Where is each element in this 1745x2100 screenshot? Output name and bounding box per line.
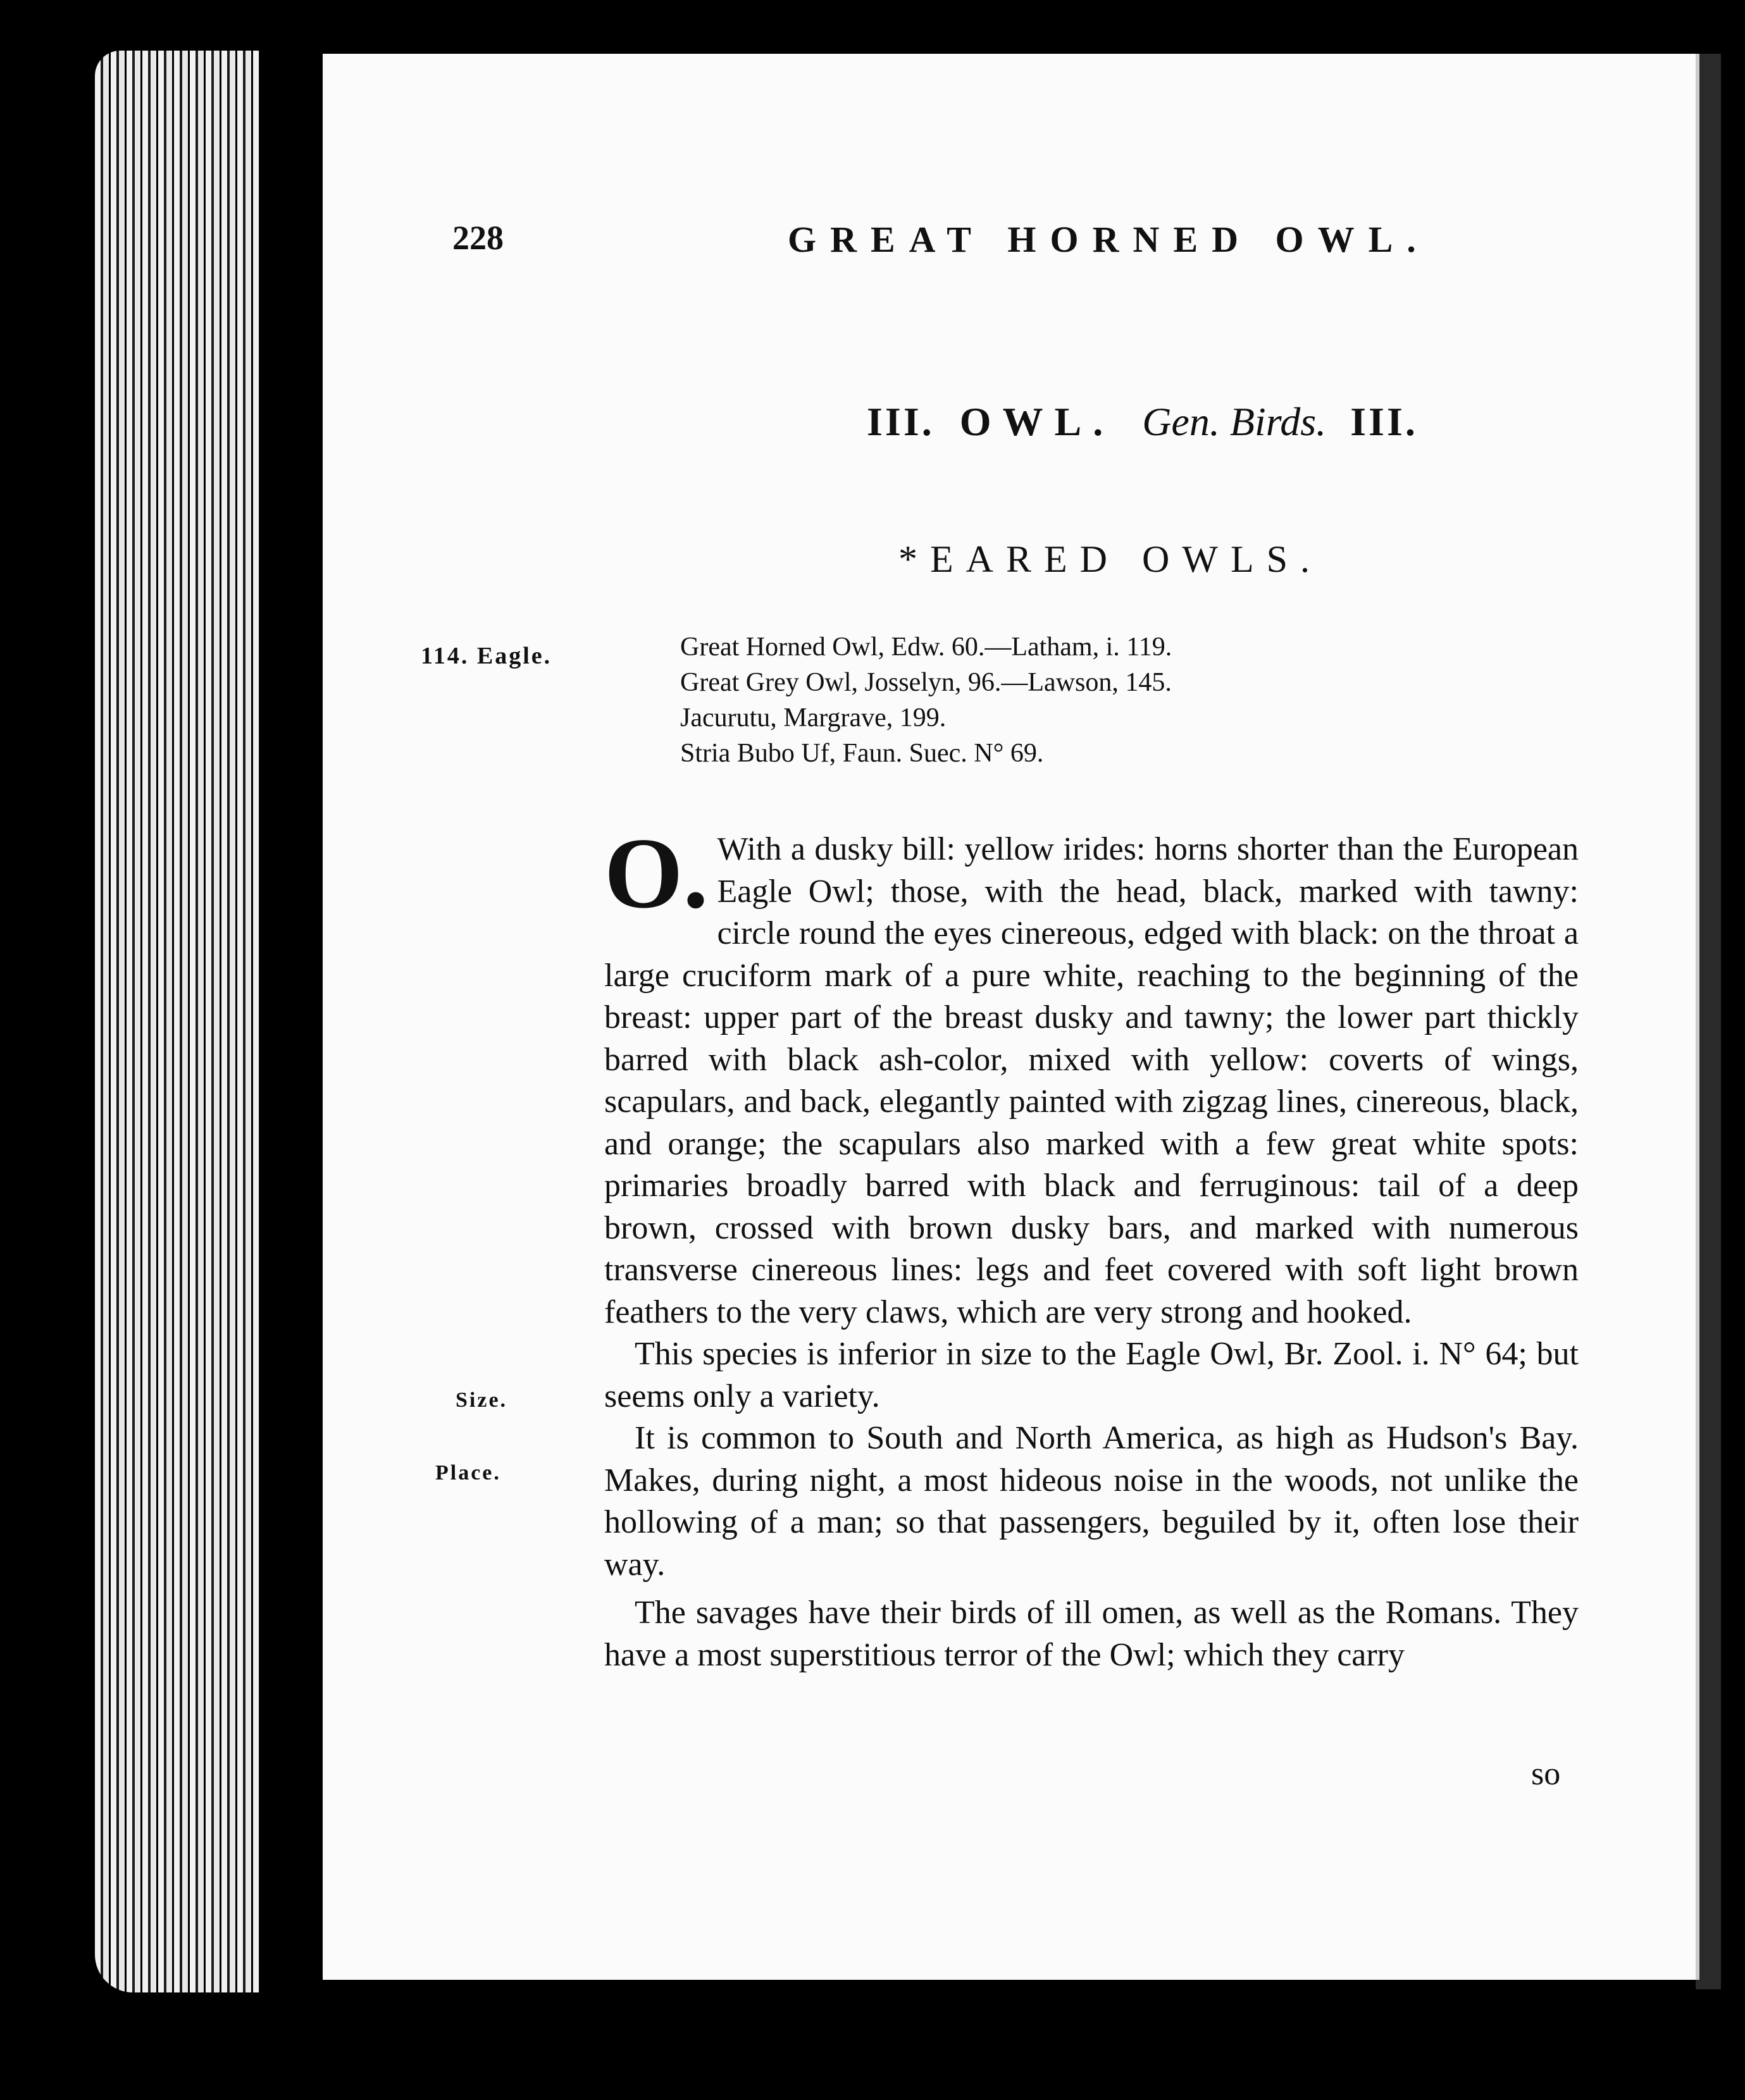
- drop-cap: O.: [604, 817, 709, 929]
- place-margin-label: Place.: [435, 1461, 501, 1485]
- synonym-line: Stria Bubo Uf, Faun. Suec. N° 69.: [680, 739, 1044, 768]
- genus-number: III.: [867, 399, 935, 444]
- place-paragraph: It is common to South and North America, as high as Hudson's Bay. Makes, during night, a most hideous noise in the woods, not unlike the hollowing of a man; so that passengers, beguiled by it, often lose their way.: [604, 1420, 1579, 1583]
- right-edge-shadow: [1696, 54, 1721, 1989]
- genus-name: OWL.: [959, 399, 1115, 444]
- running-title: GREAT HORNED OWL.: [788, 219, 1430, 260]
- page-number: 228: [452, 219, 504, 257]
- section-heading: *EARED OWLS.: [898, 538, 1322, 580]
- synonym-line: Great Horned Owl, Edw. 60.—Latham, i. 119.: [680, 633, 1172, 662]
- genus-heading: [867, 398, 1418, 445]
- description-text: With a dusky bill: yellow irides: horns shorter than the European Eagle Owl; those, with the head, black, marked with tawny: circle round the eyes cinereous, edged with black: on the throat a large cruciform mark of a pure white, reaching to the beginning of the breast: upper part of the breast dusky and tawny; the lower part thickly barred with black ash-color, mixed with yellow: coverts of wings, scapulars, and back, elegantly painted with zigzag lines, cinereous, black, and orange; the scapulars also marked with a few great white spots: primaries broadly barred with black and ferruginous: tail of a deep brown, crossed with brown dusky bars, and marked with numerous transverse cinereous lines: legs and feet covered with soft light brown feathers to the very claws, which are very strong and hooked.: [604, 831, 1579, 1330]
- synonym-line: Jacurutu, Margrave, 199.: [680, 703, 947, 732]
- synonym-list: [680, 629, 1172, 771]
- gutter-shadow: [259, 51, 329, 1992]
- size-margin-label: Size.: [456, 1388, 508, 1412]
- species-label: 114. Eagle.: [421, 643, 552, 669]
- catchword: so: [1531, 1756, 1561, 1792]
- description-paragraph: [604, 817, 1579, 1333]
- size-paragraph: This species is inferior in size to the Eagle Owl, Br. Zool. i. N° 64; but seems only a variety.: [604, 1336, 1579, 1414]
- synonym-line: Great Grey Owl, Josselyn, 96.—Lawson, 145.: [680, 668, 1172, 697]
- body-text: [604, 817, 1579, 1676]
- savages-paragraph: The savages have their birds of ill omen, as well as the Romans. They have a most superstitious terror of the Owl; which they carry: [604, 1595, 1579, 1673]
- genus-birds-number: III.: [1350, 399, 1418, 444]
- genus-birds-label: Gen. Birds.: [1142, 399, 1327, 444]
